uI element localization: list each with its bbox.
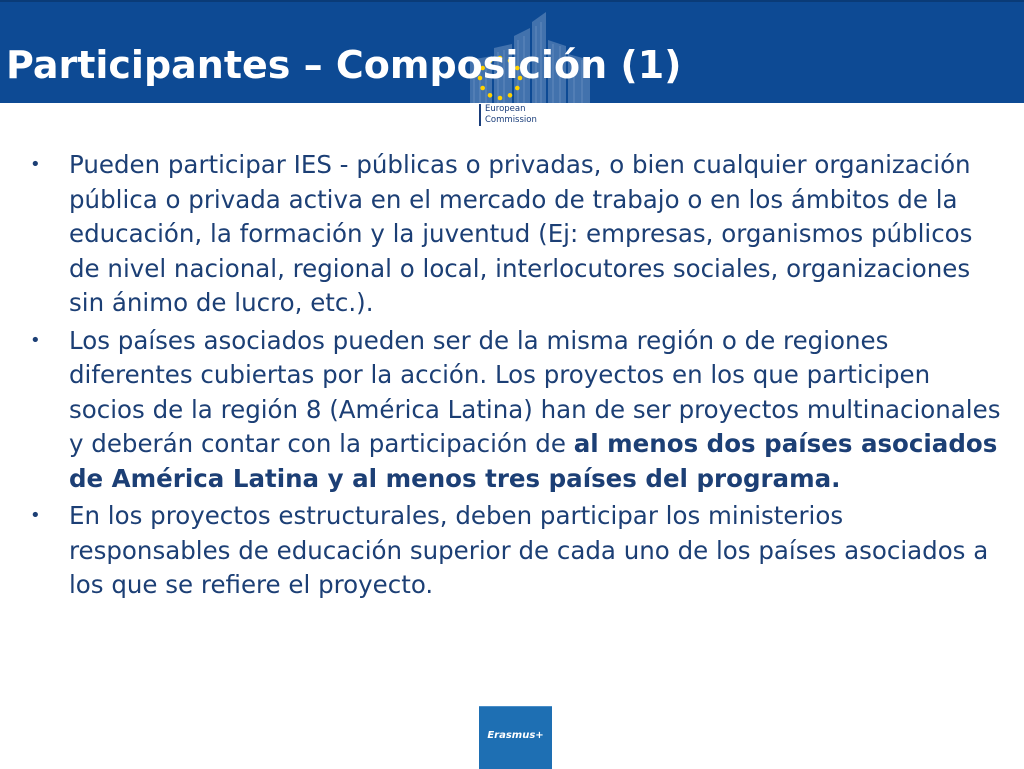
ec-wordmark	[479, 104, 537, 126]
bullet-text: Pueden participar IES - públicas o privadas, o bien cualquier organización pública o privada activa en el mercado de trabajo o en los ámbitos de la educación, la formación y la juventud (Ej: empresas, organismos públicos de nivel nacional, regional o local, interlocutores sociales, organizaciones sin ánimo de lucro, etc.).	[69, 150, 973, 317]
erasmus-plus-badge	[479, 706, 552, 769]
bullet-dot-icon: •	[30, 505, 41, 526]
bullet-bold-text: al menos dos países asociados de América Latina y al menos tres países del programa.	[69, 429, 998, 493]
slide-title: Participantes – Composición (1)	[6, 43, 682, 87]
bullet-text: Los países asociados pueden ser de la misma región o de regiones diferentes cubiertas por la acción. Los proyectos en los que participen socios de la región 8 (América Latina) han de ser proyectos multinacionales y deberán contar con la participación de	[69, 325, 1001, 458]
logo-line-commission: Commission	[485, 115, 537, 125]
bullet-dot-icon: •	[30, 329, 41, 351]
bullet-item	[30, 499, 1005, 603]
erasmus-plus-label: Erasmus+	[487, 730, 544, 741]
bullet-text: En los proyectos estructurales, deben participar los ministerios responsables de educación superior de cada uno de los países asociados a los que se refiere el proyecto.	[69, 501, 989, 599]
bullet-item	[30, 324, 1005, 497]
slide-content	[30, 148, 1005, 606]
bullet-item	[30, 148, 1005, 321]
bullet-dot-icon: •	[30, 154, 41, 175]
logo-line-european: European	[485, 104, 526, 114]
bullet-list	[30, 148, 1005, 603]
